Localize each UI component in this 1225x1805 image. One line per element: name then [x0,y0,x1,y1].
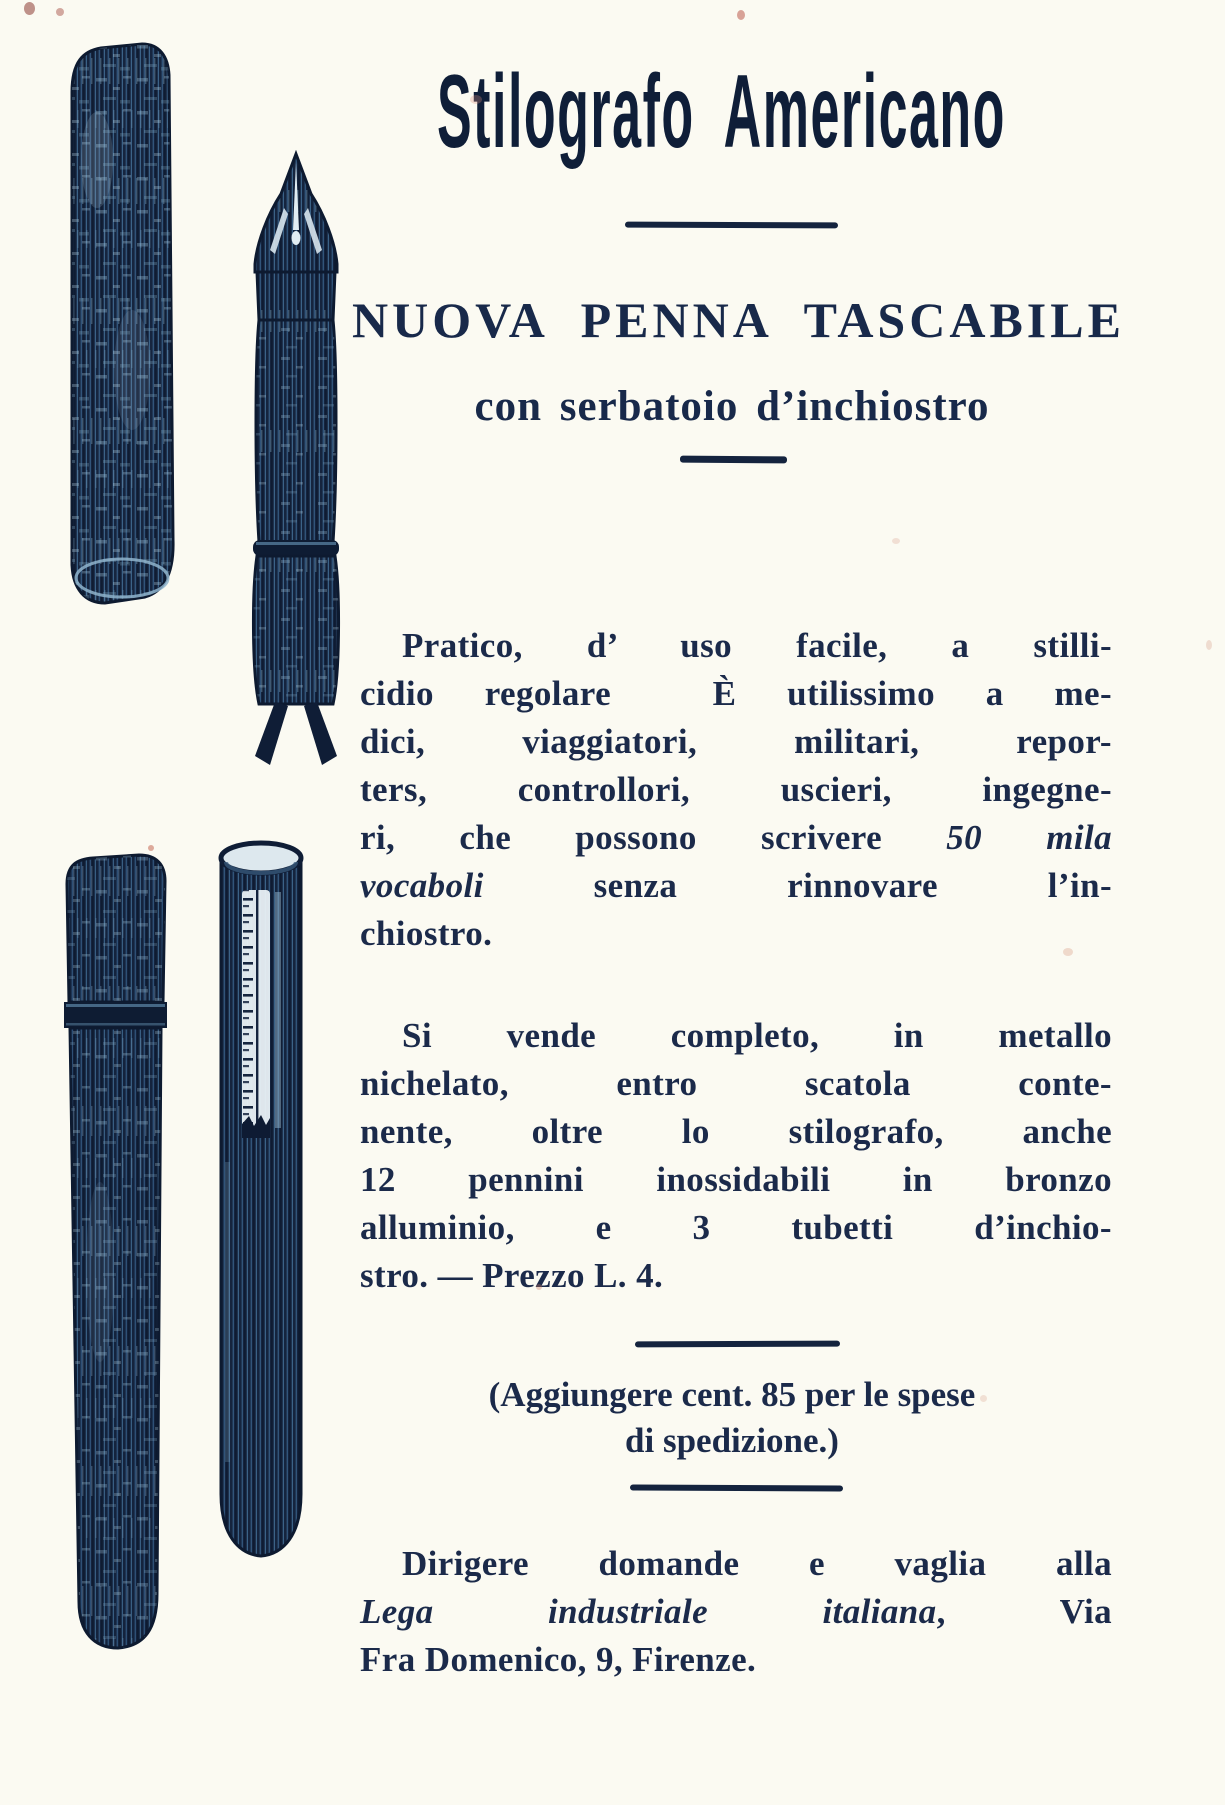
divider-above-shipping-note [635,1341,840,1348]
pen-nib-section-engraving [240,150,352,777]
page-title: Stilografo Americano [437,54,1006,170]
ink-reservoir-tube-engraving [213,832,310,1569]
text-line: dici, viaggiatori, militari, repor- [360,722,1112,761]
text-line: Pratico, d’ uso facile, a stilli- [402,626,1112,665]
scan-speck [148,845,154,851]
text-line: Si vende completo, in metallo [402,1016,1112,1055]
text-line: Lega industriale italiana, Via [360,1592,1112,1631]
text-line: alluminio, e 3 tubetti d’inchio- [360,1208,1112,1247]
text-line: di spedizione.) [625,1421,839,1460]
pen-barrel-engraving [52,852,179,1679]
text-line: (Aggiungere cent. 85 per le spese [488,1375,976,1414]
paragraph-1 [360,622,1112,958]
scan-speck [536,1284,542,1290]
shipping-note [340,1372,1124,1464]
scan-speck [470,95,482,104]
scan-speck [1063,948,1073,956]
text-line: vocaboli senza rinnovare l’in- [360,866,1112,905]
scan-speck [892,538,900,544]
scan-speck [737,10,745,20]
divider-under-title [625,222,838,229]
tagline: con serbatoio d’inchiostro [474,383,990,430]
divider-under-tagline [680,456,787,464]
text-line: ters, controllori, uscieri, ingegne- [360,770,1112,809]
text-line: ri, che possono scrivere 50 mila [360,818,1112,857]
ordering-info [360,1540,1112,1684]
text-line: Fra Domenico, 9, Firenze. [360,1640,757,1679]
divider-below-shipping-note [630,1484,843,1491]
text-line: nente, oltre lo stilografo, anche [360,1112,1112,1151]
scan-speck [980,1395,987,1402]
scan-speck [1206,640,1212,650]
scan-speck [24,2,35,15]
pen-cap-engraving [52,40,184,627]
text-line: Dirigere domande e vaglia alla [402,1544,1112,1583]
paragraph-2 [360,1012,1112,1300]
text-line: cidio regolare È utilissimo a me- [360,674,1112,713]
text-line: nichelato, entro scatola conte- [360,1064,1112,1103]
text-line: 12 pennini inossidabili in bronzo [360,1160,1112,1199]
text-line: chiostro. [360,914,493,953]
subtitle: NUOVA PENNA TASCABILE [352,292,1125,348]
text-line: stro. — Prezzo L. 4. [360,1256,664,1295]
scan-speck [56,8,64,16]
